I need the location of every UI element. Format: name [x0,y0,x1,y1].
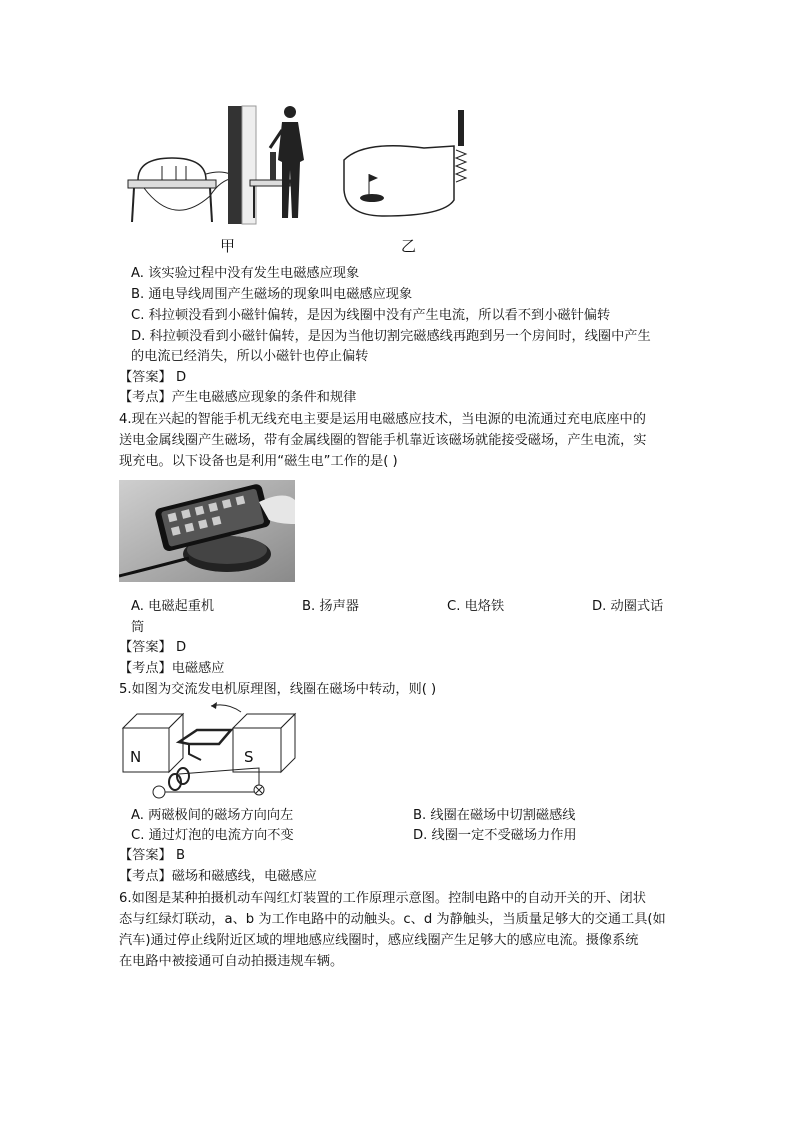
option-d: D. 线圈一定不受磁场力作用 [413,828,577,843]
answer: 【答案】 B [119,848,185,863]
question-stem: 5.如图为交流发电机原理图，线圈在磁场中转动，则( ) [119,682,437,697]
option-b: B. 通电导线周围产生磁场的现象叫电磁感应现象 [131,287,413,302]
option-d-continued: 的电流已经消失，所以小磁针也停止偏转 [131,349,369,364]
question-stem: 在电路中被接通可自动拍摄违规车辆。 [119,954,344,969]
photo-wireless-charger [119,480,295,582]
question-stem: 4.现在兴起的智能手机无线充电主要是运用电磁感应技术，当电源的电流通过充电底座中的 [119,412,646,427]
question-stem: 汽车)通过停止线附近区域的埋地感应线圈时，感应线圈产生足够大的感应电流。摄像系统 [119,933,639,948]
question-stem: 送电金属线圈产生磁场，带有金属线圈的智能手机靠近该磁场就能接受磁场，产生电流，实 [119,433,647,448]
figure-colladon-experiment [124,100,484,250]
kaodian: 【考点】电磁感应 [119,661,225,676]
question-stem: 现充电。以下设备也是利用“磁生电”工作的是( ) [119,454,398,469]
option-b: B. 扬声器 [302,599,359,614]
option-d: D. 科拉顿没看到小磁针偏转，是因为当他切割完磁感线再跑到另一个房间时，线圈中产生 [131,329,651,344]
magnet-s-label: S [244,748,254,766]
figure-label-yi: 乙 [401,237,417,255]
option-c: C. 电烙铁 [447,599,505,614]
question-stem: 态与红绿灯联动，a、b 为工作电路中的动触头。c、d 为静触头，当质量足够大的交通工具(如 [119,912,666,927]
figure-ac-generator [119,700,299,804]
option-b: B. 线圈在磁场中切割磁感线 [413,808,576,823]
kaodian: 【考点】磁场和磁感线，电磁感应 [119,869,317,884]
option-a: A. 两磁极间的磁场方向向左 [131,808,294,823]
answer: 【答案】 D [119,370,187,385]
magnet-n-label: N [130,748,142,766]
option-c: C. 通过灯泡的电流方向不变 [131,828,294,843]
option-d-continued: 筒 [131,620,145,635]
figure-label-jia: 甲 [220,237,236,255]
answer: 【答案】 D [119,640,187,655]
option-a: A. 该实验过程中没有发生电磁感应现象 [131,266,360,281]
option-d: D. 动圈式话 [592,599,664,614]
option-a: A. 电磁起重机 [131,599,215,614]
question-stem: 6.如图是某种拍摄机动车闯红灯装置的工作原理示意图。控制电路中的自动开关的开、闭状 [119,891,646,906]
option-c: C. 科拉顿没看到小磁针偏转，是因为线圈中没有产生电流，所以看不到小磁针偏转 [131,308,611,323]
kaodian: 【考点】产生电磁感应现象的条件和规律 [119,390,357,405]
